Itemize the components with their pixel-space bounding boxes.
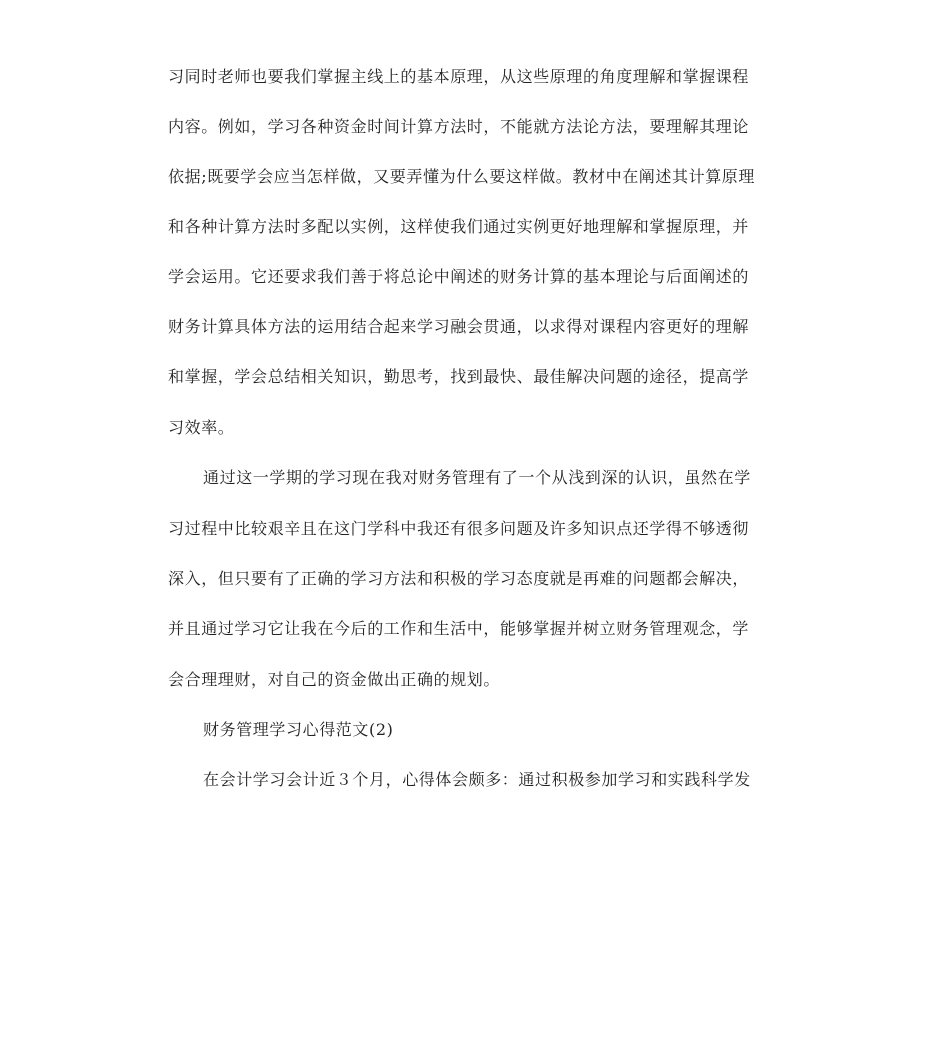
text-line: 依据;既要学会应当怎样做，又要弄懂为什么要这样做。教材中在阐述其计算原理 [168, 167, 755, 186]
text-line: 习同时老师也要我们掌握主线上的基本原理，从这些原理的角度理解和掌握课程 [168, 67, 750, 86]
text-line: 并且通过学习它让我在今后的工作和生活中，能够掌握并树立财务管理观念，学 [168, 619, 750, 638]
text-line: 内容。例如，学习各种资金时间计算方法时，不能就方法论方法，要理解其理论 [168, 117, 750, 136]
text-line: 习过程中比较艰辛且在这门学科中我还有很多问题及许多知识点还学得不够透彻 [168, 519, 750, 538]
text-line: 和各种计算方法时多配以实例，这样使我们通过实例更好地理解和掌握原理，并 [168, 217, 750, 236]
text-line: 学会运用。它还要求我们善于将总论中阐述的财务计算的基本理论与后面阐述的 [168, 267, 750, 286]
paragraph-start-line: 通过这一学期的学习现在我对财务管理有了一个从浅到深的认识，虽然在学 [203, 468, 751, 487]
text-line: 会合理理财，对自己的资金做出正确的规划。 [168, 670, 501, 689]
text-line: 深入，但只要有了正确的学习方法和积极的学习态度就是再难的问题都会解决， [168, 569, 750, 588]
text-line: 财务计算具体方法的运用结合起来学习融会贯通，以求得对课程内容更好的理解 [168, 317, 750, 336]
paragraph-start-line: 在会计学习会计近３个月，心得体会颇多：通过积极参加学习和实践科学发 [203, 770, 751, 789]
text-line: 习效率。 [168, 418, 235, 437]
section-heading: 财务管理学习心得范文(2) [203, 720, 394, 739]
text-line: 和掌握，学会总结相关知识，勤思考，找到最快、最佳解决问题的途径，提高学 [168, 367, 750, 386]
